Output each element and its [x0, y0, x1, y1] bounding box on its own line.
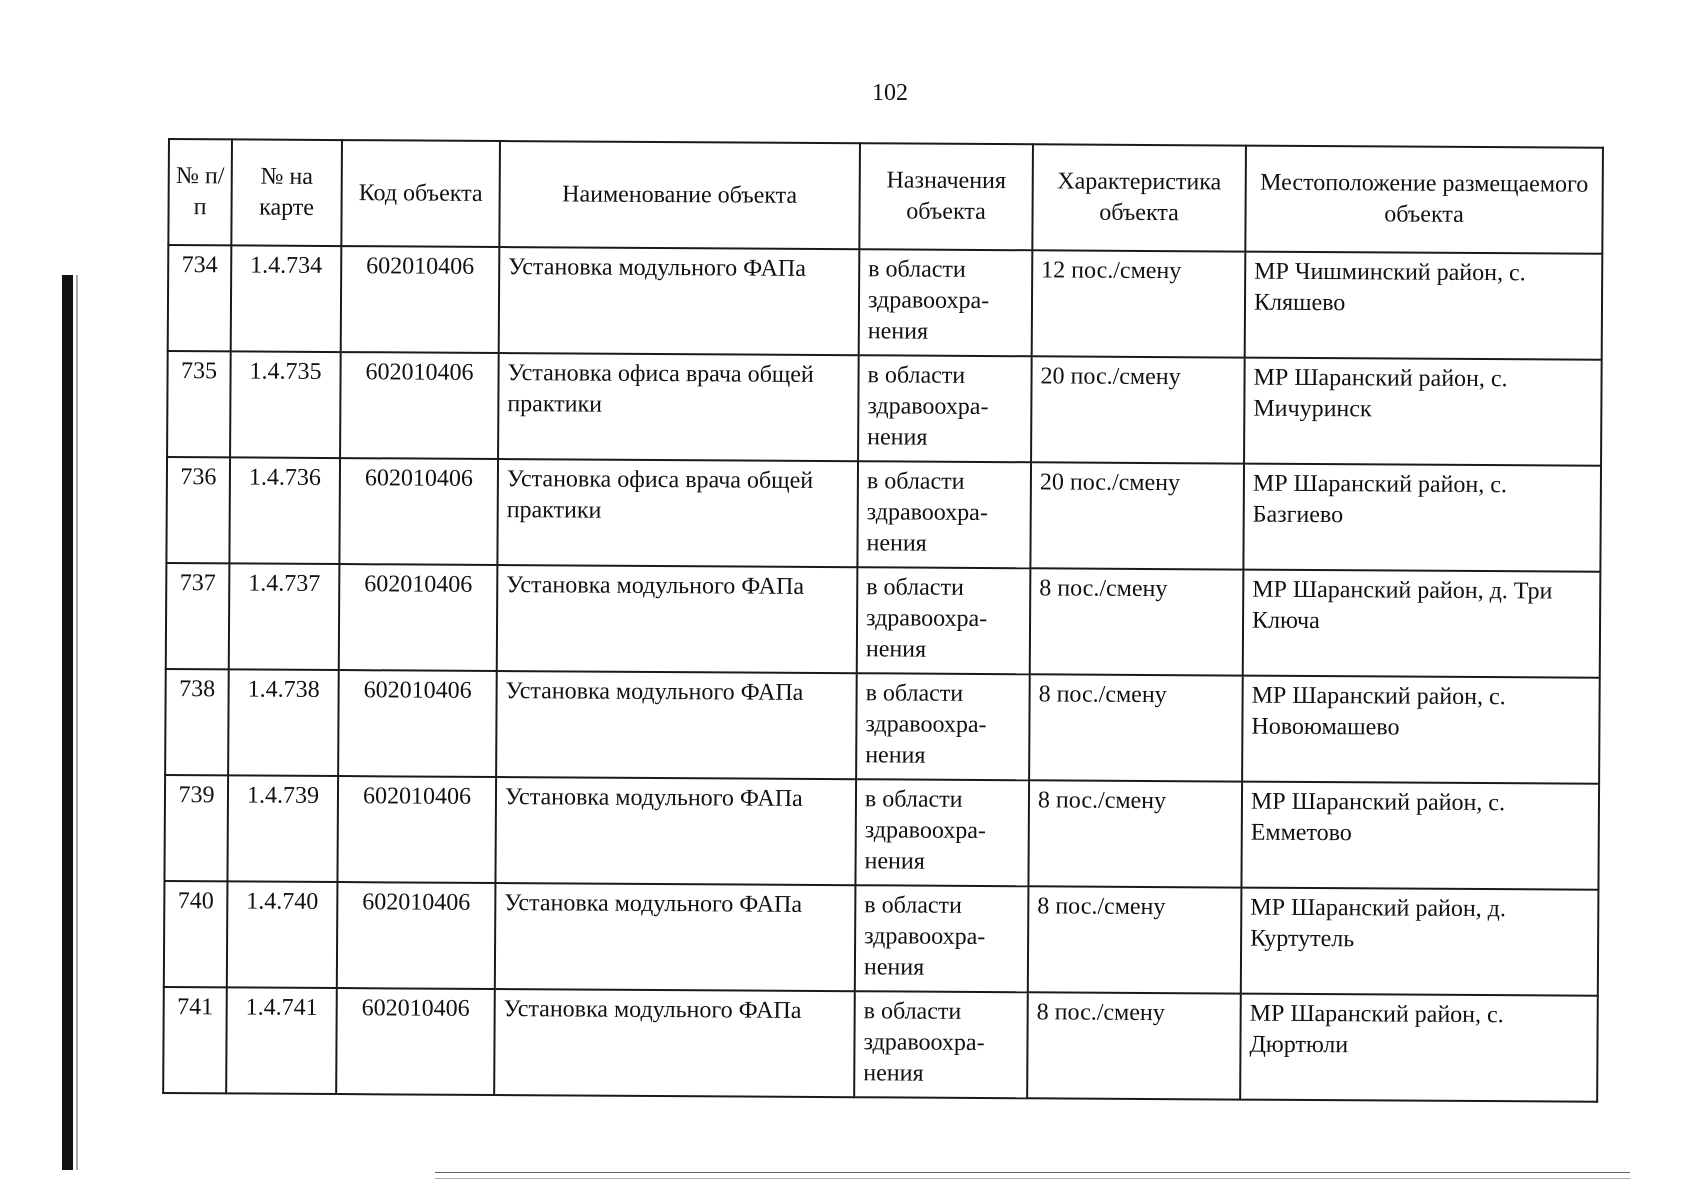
- cell-location: МР Шаранский район, д. Куртутель: [1241, 888, 1599, 996]
- cell-characteristic: 8 пос./смену: [1029, 674, 1243, 781]
- cell-num: 739: [164, 775, 228, 881]
- table-row: [168, 245, 1603, 360]
- cell-code: 602010406: [336, 988, 495, 1095]
- cell-purpose: в области здравоохра-нения: [854, 991, 1028, 1098]
- cell-characteristic: 20 пос./смену: [1031, 356, 1245, 463]
- cell-characteristic: 8 пос./смену: [1030, 568, 1244, 675]
- table-row: [166, 563, 1601, 678]
- table-row: [164, 775, 1599, 890]
- cell-map-num: 1.4.737: [229, 563, 340, 670]
- scan-bottom-line-faint: [435, 1178, 1630, 1179]
- cell-name: Установка модульного ФАПа: [494, 989, 855, 1097]
- cell-num: 736: [166, 457, 230, 563]
- scan-edge-line: [76, 275, 78, 1170]
- table-row: [165, 669, 1600, 784]
- cell-location: МР Шаранский район, д. Три Ключа: [1243, 570, 1601, 678]
- cell-location: МР Шаранский район, с. Емметово: [1241, 782, 1599, 890]
- cell-code: 602010406: [337, 776, 496, 883]
- cell-name: Установка модульного ФАПа: [495, 883, 856, 991]
- table-row: [163, 987, 1598, 1102]
- cell-characteristic: 8 пос./смену: [1027, 992, 1241, 1099]
- cell-code: 602010406: [337, 882, 496, 989]
- page-number: 102: [872, 80, 908, 106]
- scan-bottom-line: [435, 1172, 1630, 1173]
- cell-code: 602010406: [338, 670, 497, 777]
- cell-code: 602010406: [339, 564, 498, 671]
- header-code: Код объекта: [341, 140, 500, 247]
- cell-name: Установка офиса врача общей практики: [498, 353, 859, 461]
- cell-characteristic: 12 пос./смену: [1032, 250, 1246, 357]
- cell-location: МР Шаранский район, с. Базгиево: [1243, 464, 1601, 572]
- header-map-num: № на карте: [231, 139, 342, 246]
- cell-purpose: в области здравоохра-нения: [855, 885, 1029, 992]
- cell-characteristic: 20 пос./смену: [1030, 462, 1244, 569]
- cell-map-num: 1.4.734: [231, 245, 342, 352]
- cell-name: Установка модульного ФАПа: [497, 565, 858, 673]
- header-num: № п/п: [168, 139, 232, 245]
- cell-purpose: в области здравоохра-нения: [857, 461, 1031, 568]
- header-row: [168, 139, 1603, 254]
- table-row: [164, 881, 1599, 996]
- cell-name: Установка офиса врача общей практики: [497, 459, 858, 567]
- cell-map-num: 1.4.736: [229, 457, 340, 564]
- cell-num: 737: [166, 563, 230, 669]
- cell-map-num: 1.4.741: [226, 987, 337, 1094]
- header-characteristic: Характеристика объекта: [1032, 144, 1246, 251]
- header-purpose: Назначения объекта: [859, 143, 1033, 250]
- cell-code: 602010406: [341, 246, 500, 353]
- table-row: [166, 457, 1601, 572]
- cell-name: Установка модульного ФАПа: [496, 671, 857, 779]
- cell-location: МР Чишминский район, с. Кляшево: [1245, 252, 1603, 360]
- cell-location: МР Шаранский район, с. Мичуринск: [1244, 358, 1602, 466]
- header-location: Местоположение размещаемого объекта: [1245, 146, 1603, 254]
- cell-map-num: 1.4.740: [227, 881, 338, 988]
- cell-purpose: в области здравоохра-нения: [858, 355, 1032, 462]
- cell-location: МР Шаранский район, с. Дюртюли: [1240, 994, 1598, 1102]
- cell-name: Установка модульного ФАПа: [495, 777, 856, 885]
- cell-num: 740: [164, 881, 228, 987]
- cell-purpose: в области здравоохра-нения: [859, 249, 1033, 356]
- cell-name: Установка модульного ФАПа: [499, 247, 860, 355]
- cell-map-num: 1.4.739: [227, 775, 338, 882]
- table-row: [167, 351, 1602, 466]
- header-name: Наименование объекта: [499, 141, 860, 249]
- cell-purpose: в области здравоохра-нения: [856, 673, 1030, 780]
- cell-num: 734: [168, 245, 232, 351]
- cell-num: 741: [163, 987, 227, 1093]
- cell-code: 602010406: [340, 352, 499, 459]
- cell-characteristic: 8 пос./смену: [1028, 780, 1242, 887]
- cell-purpose: в области здравоохра-нения: [857, 567, 1031, 674]
- cell-code: 602010406: [339, 458, 498, 565]
- cell-num: 738: [165, 669, 229, 775]
- cell-characteristic: 8 пос./смену: [1028, 886, 1242, 993]
- cell-num: 735: [167, 351, 231, 457]
- scan-edge-shadow: [62, 275, 73, 1170]
- cell-location: МР Шаранский район, с. Новоюмашево: [1242, 676, 1600, 784]
- objects-table: [162, 138, 1604, 1103]
- cell-map-num: 1.4.738: [228, 669, 339, 776]
- cell-purpose: в области здравоохра-нения: [855, 779, 1029, 886]
- cell-map-num: 1.4.735: [230, 351, 341, 458]
